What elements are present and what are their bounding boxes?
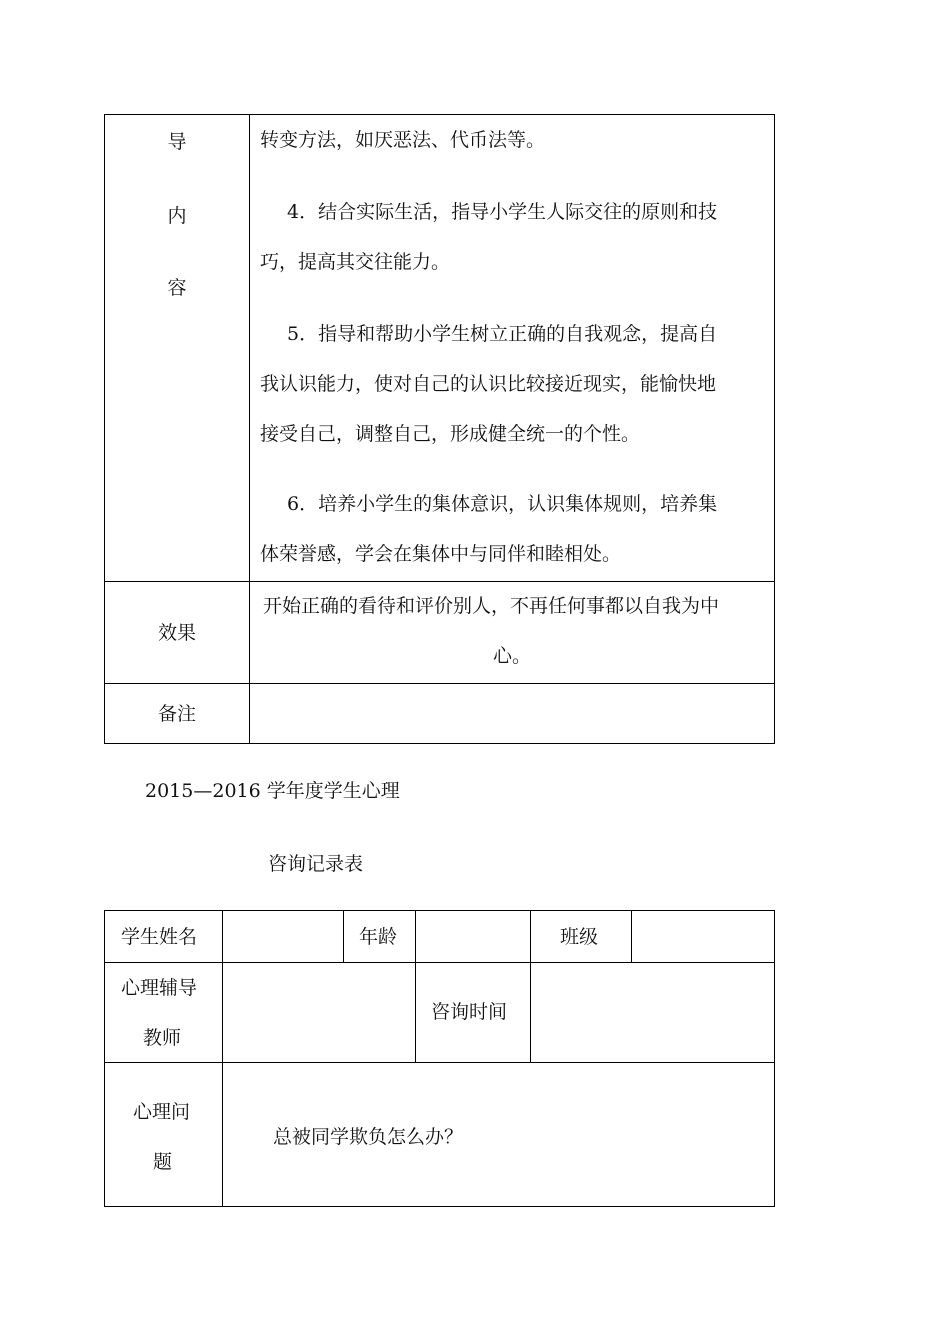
- consult-time-label: 咨询时间: [431, 1001, 508, 1023]
- effect-line: 开始正确的看待和评价别人，不再任何事都以自我为中: [263, 595, 720, 617]
- effect-label: 效果: [157, 622, 196, 644]
- column-divider: [631, 911, 632, 963]
- guide-label-char: 内: [167, 205, 187, 227]
- consultation-record-table: [104, 910, 775, 1207]
- guide-label-char: 导: [167, 131, 187, 153]
- class-label: 班级: [560, 926, 599, 948]
- record-title-line1: 2015—2016 学年度学生心理: [145, 780, 400, 802]
- content-line: 转变方法，如厌恶法、代币法等。: [260, 129, 546, 151]
- guidance-content-table: [104, 114, 775, 744]
- student-name-label: 学生姓名: [121, 926, 198, 948]
- problem-label: 题: [153, 1151, 173, 1173]
- column-divider: [343, 911, 344, 963]
- content-line: 5．指导和帮助小学生树立正确的自我观念，提高自: [287, 323, 718, 345]
- problem-value: 总被同学欺负怎么办？: [273, 1126, 464, 1148]
- content-line: 体荣誉感，学会在集体中与同伴和睦相处。: [260, 543, 622, 565]
- row-divider: [105, 1062, 774, 1063]
- problem-label: 心理问: [133, 1101, 191, 1123]
- row-divider: [105, 683, 774, 684]
- column-divider: [415, 911, 416, 1063]
- teacher-label: 教师: [143, 1027, 182, 1049]
- content-line: 6．培养小学生的集体意识，认识集体规则，培养集: [287, 493, 718, 515]
- content-line: 4．结合实际生活，指导小学生人际交往的原则和技: [287, 201, 718, 223]
- content-line: 接受自己，调整自己，形成健全统一的个性。: [260, 423, 641, 445]
- guide-label-char: 容: [167, 277, 187, 299]
- teacher-label: 心理辅导: [121, 977, 198, 999]
- row-divider: [105, 962, 774, 963]
- content-line: 巧，提高其交往能力。: [260, 251, 451, 273]
- column-divider: [222, 911, 223, 1206]
- age-label: 年龄: [359, 926, 398, 948]
- remarks-label: 备注: [157, 703, 196, 725]
- column-divider: [530, 911, 531, 1063]
- content-line: 我认识能力，使对自己的认识比较接近现实，能愉快地: [260, 373, 717, 395]
- effect-line: 心。: [493, 645, 532, 667]
- record-title-line2: 咨询记录表: [268, 853, 364, 875]
- column-divider: [249, 115, 250, 743]
